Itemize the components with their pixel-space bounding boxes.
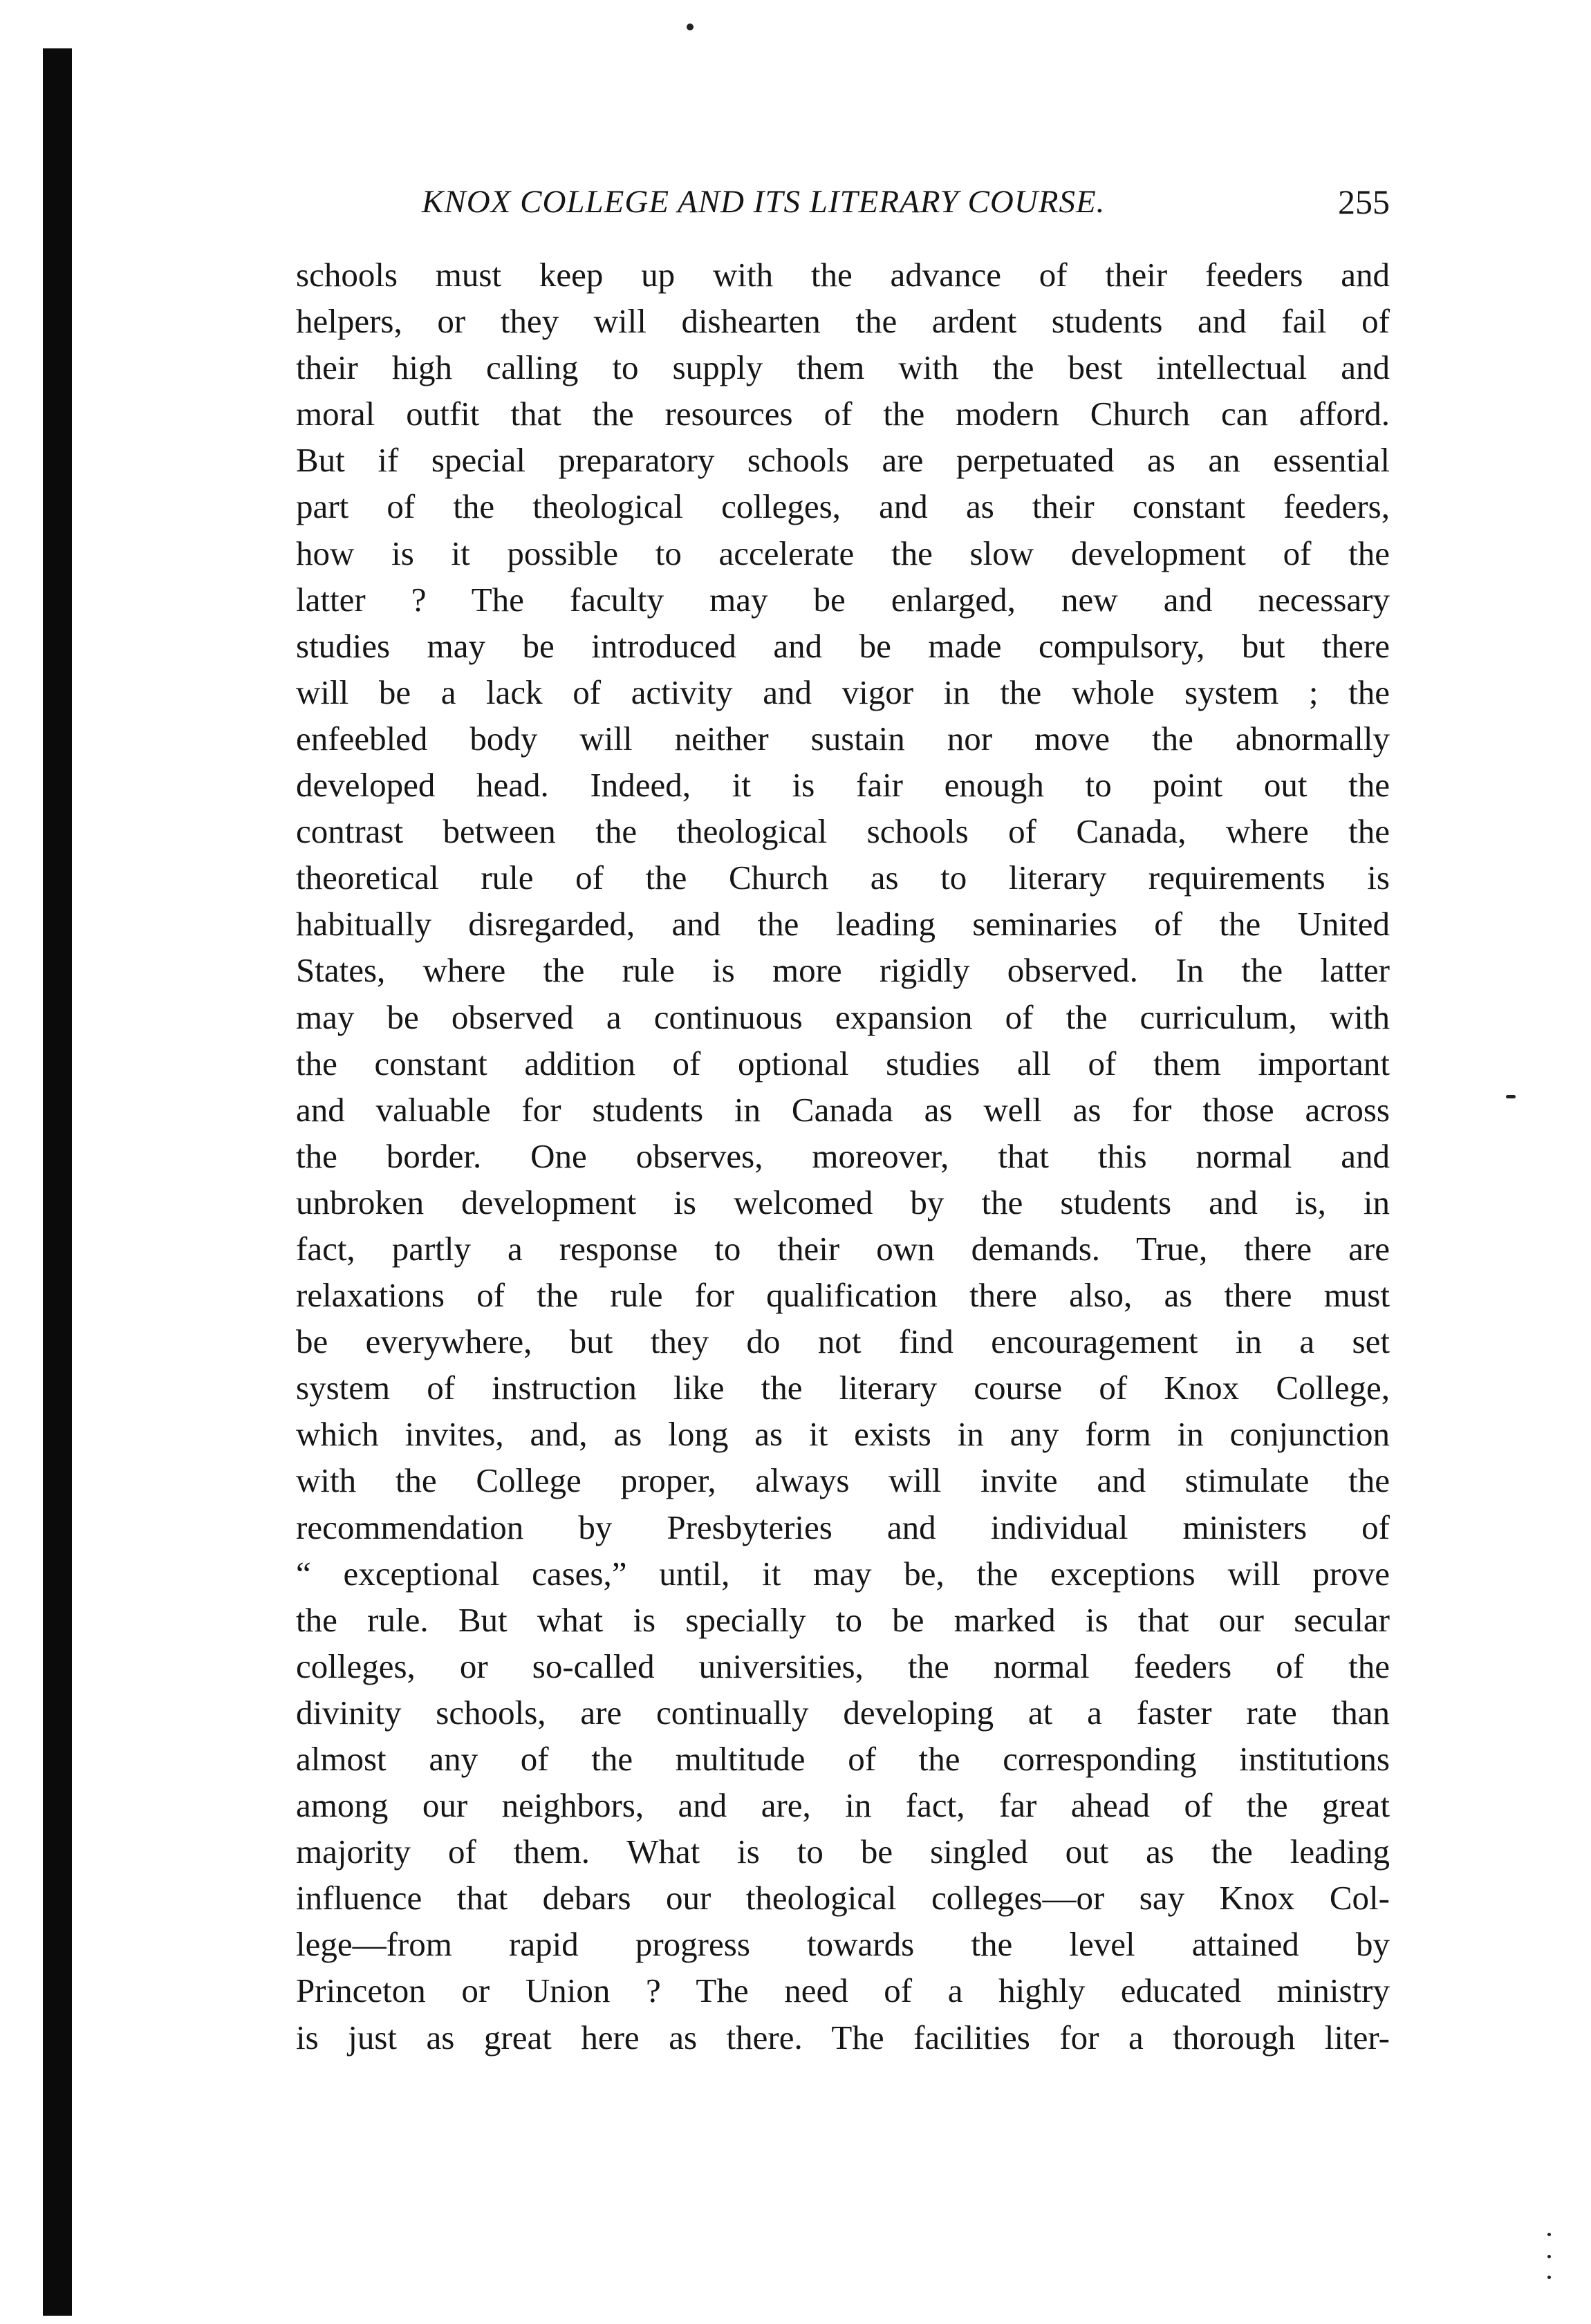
text-line: almost any of the multitude of the corresponding institutions	[296, 1740, 1390, 1778]
text-line: be everywhere, but they do not find encouragement in a set	[296, 1322, 1390, 1361]
text-line: helpers, or they will dishearten the ardent students and fail of	[296, 302, 1390, 341]
ink-speck	[1547, 2276, 1551, 2279]
text-line: which invites, and, as long as it exists in any form in conjunction	[296, 1415, 1390, 1454]
text-line: part of the theological colleges, and as their constant feeders,	[296, 487, 1390, 526]
text-line: States, where the rule is more rigidly observed. In the latter	[296, 951, 1390, 990]
text-line: studies may be introduced and be made compulsory, but there	[296, 626, 1390, 665]
text-line: the constant addition of optional studies all of them important	[296, 1044, 1390, 1083]
text-line: enfeebled body will neither sustain nor move the abnormally	[296, 719, 1390, 758]
text-line: is just as great here as there. The facilities for a thorough liter-	[296, 2018, 1390, 2056]
text-line: and valuable for students in Canada as well as for those across	[296, 1090, 1390, 1129]
text-line: colleges, or so-called universities, the normal feeders of the	[296, 1647, 1390, 1685]
text-line: may be observed a continuous expansion of the curriculum, with	[296, 997, 1390, 1036]
text-line: developed head. Indeed, it is fair enough to point out the	[296, 766, 1390, 805]
text-line: influence that debars our theological colleges—or say Knox Col-	[296, 1879, 1390, 1918]
text-line: lege—from rapid progress towards the level attained by	[296, 1925, 1390, 1964]
page-number: 255	[1338, 182, 1390, 221]
text-line: among our neighbors, and are, in fact, far ahead of the great	[296, 1786, 1390, 1825]
text-line: fact, partly a response to their own demands. True, there are	[296, 1229, 1390, 1268]
ink-speck	[1547, 2233, 1551, 2236]
text-line: divinity schools, are continually developing at a faster rate than	[296, 1693, 1390, 1732]
ink-speck	[687, 24, 694, 30]
text-line: the border. One observes, moreover, that this normal and	[296, 1136, 1390, 1175]
text-line: relaxations of the rule for qualification there also, as there must	[296, 1276, 1390, 1315]
text-line: recommendation by Presbyteries and individual ministers of	[296, 1508, 1390, 1546]
text-line: habitually disregarded, and the leading seminaries of the United	[296, 905, 1390, 944]
text-line: theoretical rule of the Church as to literary requirements is	[296, 859, 1390, 897]
running-head	[297, 174, 1390, 229]
text-line: majority of them. What is to be singled out as the leading	[296, 1833, 1390, 1871]
text-line: their high calling to supply them with the best intellectual and	[296, 348, 1390, 387]
text-line: Princeton or Union ? The need of a highly educated ministry	[296, 1971, 1390, 2010]
text-line: with the College proper, always will invite and stimulate the	[296, 1461, 1390, 1500]
text-line: the rule. But what is specially to be marked is that our secular	[296, 1600, 1390, 1639]
text-line: unbroken development is welcomed by the students and is, in	[296, 1183, 1390, 1221]
running-head-title: KNOX COLLEGE AND ITS LITERARY COURSE.	[422, 184, 1106, 220]
body-text	[296, 252, 1390, 2061]
text-line: will be a lack of activity and vigor in the whole system ; the	[296, 673, 1390, 711]
text-line: latter ? The faculty may be enlarged, new and necessary	[296, 580, 1390, 619]
ink-speck	[1506, 1095, 1516, 1098]
text-line: schools must keep up with the advance of their feeders and	[296, 256, 1390, 294]
text-line: system of instruction like the literary course of Knox College,	[296, 1369, 1390, 1407]
text-line: But if special preparatory schools are perpetuated as an essential	[296, 441, 1390, 480]
text-line: moral outfit that the resources of the modern Church can afford.	[296, 395, 1390, 433]
ink-speck	[1547, 2255, 1551, 2258]
text-line: how is it possible to accelerate the slow development of the	[296, 534, 1390, 572]
text-line: contrast between the theological schools of Canada, where the	[296, 812, 1390, 851]
text-line: “ exceptional cases,” until, it may be, the exceptions will prove	[296, 1554, 1390, 1593]
binding-edge	[43, 48, 72, 2316]
